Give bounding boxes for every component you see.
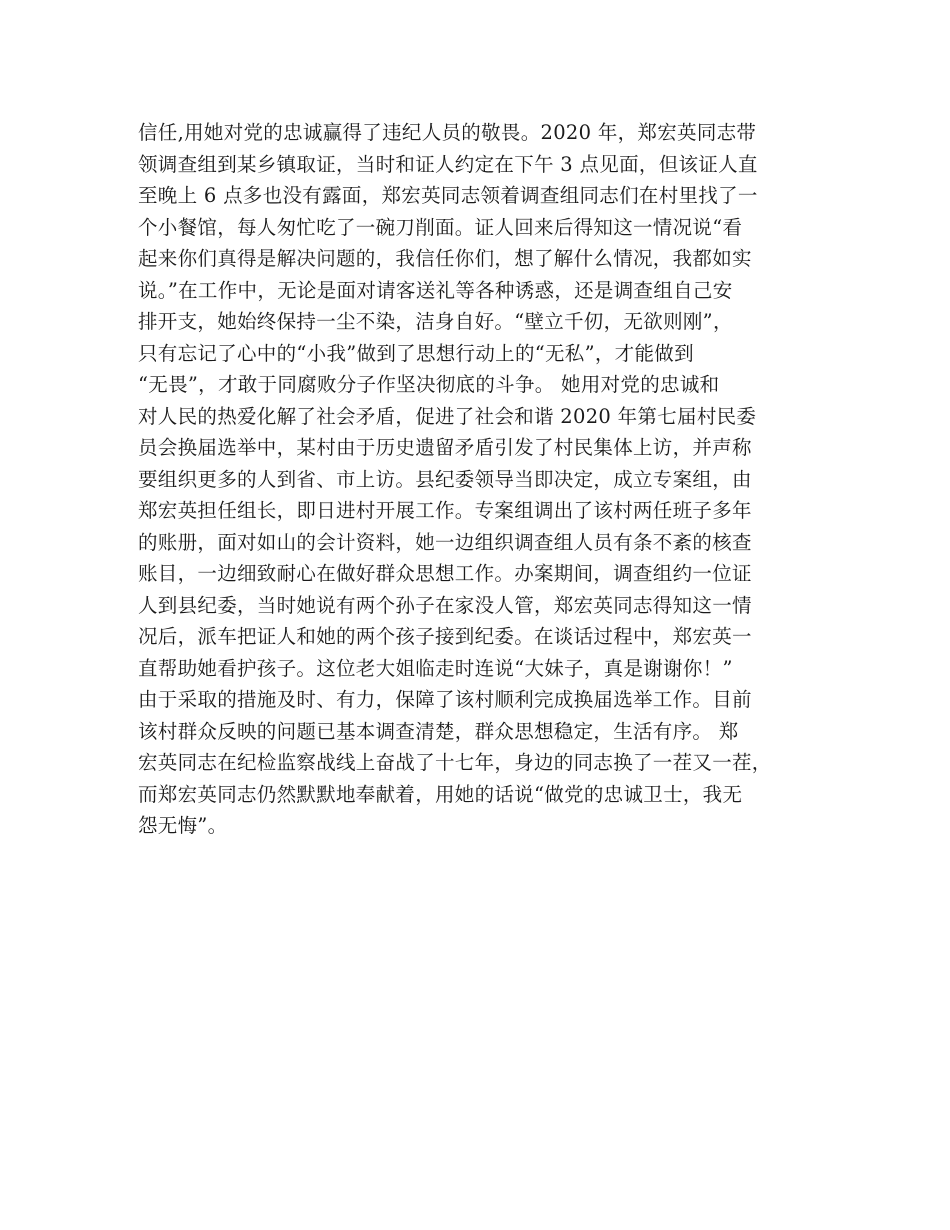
text-line: 员会换届选举中，某村由于历史遗留矛盾引发了村民集体上访，并声称	[138, 436, 752, 459]
body-paragraph	[138, 117, 838, 842]
text-line: 怨无悔”。	[138, 814, 228, 837]
text-line: 个小餐馆，每人匆忙吃了一碗刀削面。证人回来后得知这一情况说“看	[138, 215, 743, 239]
text-line: 至晚上 6 点多也没有露面，郑宏英同志领着调查组同志们在村里找了一	[138, 184, 758, 207]
text-line: 对人民的热爱化解了社会矛盾，促进了社会和谐 2020 年第七届村民委	[138, 404, 757, 428]
text-line: 况后，派车把证人和她的两个孩子接到纪委。在谈话过程中，郑宏英一	[138, 625, 752, 648]
text-line: 账目，一边细致耐心在做好群众思想工作。办案期间，调查组约一位证	[138, 562, 752, 585]
text-line: 而郑宏英同志仍然默默地奉献着，用她的话说“做党的忠诚卫士，我无	[138, 782, 743, 806]
text-line: 只有忘记了心中的“小我”做到了思想行动上的“无私”，才能做到	[138, 341, 694, 365]
text-line: “无畏”，才敢于同腐败分子作坚决彻底的斗争。 她用对党的忠诚和	[138, 373, 720, 396]
text-line: 要组织更多的人到省、市上访。县纪委领导当即决定，成立专案组，由	[138, 467, 752, 491]
text-line: 由于采取的措施及时、有力，保障了该村顺利完成换届选举工作。目前	[138, 688, 752, 711]
text-line: 宏英同志在纪检监察战线上奋战了十七年，身边的同志换了一茬又一茬，	[138, 751, 772, 774]
text-line: 的账册，面对如山的会计资料，她一边组织调查组人员有条不紊的核查	[138, 530, 752, 554]
text-line: 郑宏英担任组长，即日进村开展工作。专案组调出了该村两任班子多年	[138, 499, 752, 522]
text-line: 领调查组到某乡镇取证，当时和证人约定在下午 3 点见面，但该证人直	[138, 152, 758, 176]
text-line: 起来你们真得是解决问题的，我信任你们，想了解什么情况，我都如实	[138, 247, 752, 270]
text-line: 人到县纪委，当时她说有两个孙子在家没人管，郑宏英同志得知这一情	[138, 593, 752, 617]
text-line: 信任,用她对党的忠诚赢得了违纪人员的敬畏。2020 年，郑宏英同志带	[138, 121, 757, 144]
text-line: 直帮助她看护孩子。这位老大姐临走时连说“大妹子，真是谢谢你！”	[138, 656, 733, 680]
text-line: 排开支，她始终保持一尘不染，洁身自好。“壁立千仞，无欲则刚”，	[138, 310, 733, 333]
text-line: 说。”在工作中，无论是面对请客送礼等各种诱惑，还是调查组自己安	[138, 278, 733, 302]
text-line: 该村群众反映的问题已基本调查清楚，群众思想稳定，生活有序。 郑	[138, 719, 739, 743]
